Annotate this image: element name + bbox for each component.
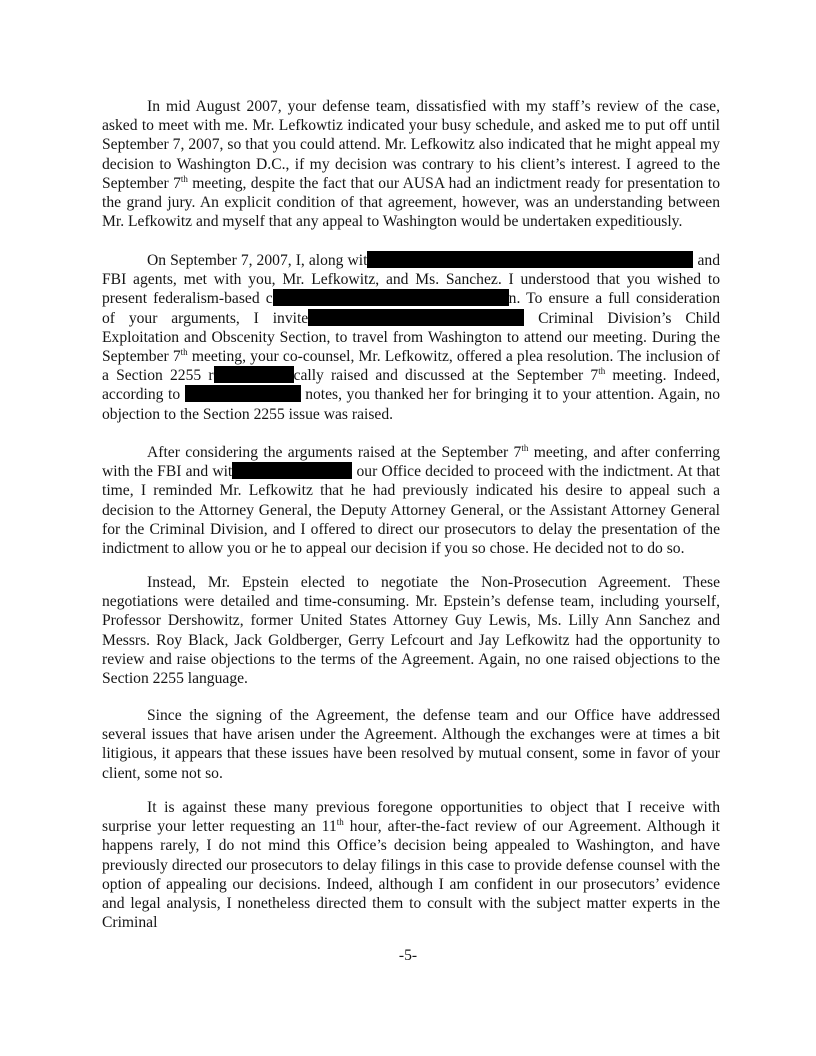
paragraph-september-meeting (102, 251, 720, 424)
text-segment: After considering the arguments raised at the September 7th meeting, and after conferring with the FBI and wit (102, 443, 720, 481)
redaction-block (232, 462, 352, 479)
text-segment: n. To ensure a full consideration of your arguments, I invite (102, 290, 720, 327)
redaction-block (308, 309, 524, 326)
text-segment: our Office decided to proceed with the indictment. At that time, I reminded Mr. Lefkowitz that he had previously indicated his desire to appeal such a decision to the Attorney General, the Deputy Attorney General, or the Assistant Attorney General for the Criminal Division, and I offered to direct our prosecutors to delay the presentation of the indictment to allow you or he to appeal our decision if you so chose. He decided not to do so. (102, 463, 720, 558)
paragraph-negotiations: Instead, Mr. Epstein elected to negotiate the Non-Prosecution Agreement. These negotiations were detailed and time-consuming. Mr. Epstein’s defense team, including yourself, Professor Dershowitz, former United States Attorney Guy Lewis, Ms. Lilly Ann Sanchez and Messrs. Roy Black, Jack Goldberger, Gerry Lefcourt and Jay Lefkowitz had the opportunity to review and raise objections to the terms of the Agreement. Again, no one raised objections to the Section 2255 language. (102, 574, 720, 688)
redaction-block (214, 366, 294, 383)
paragraph-indictment-decision (102, 443, 720, 558)
text-segment: and FBI agents, met with you, Mr. Lefkowitz, and Ms. Sanchez. I understood that you wished to present federalism-based c (102, 252, 720, 308)
redaction-block (273, 289, 509, 306)
text-segment: Criminal Division’s Child Exploitation and Obscenity Section, to travel from Washington to attend our meeting. During the September 7th meeting, your co-counsel, Mr. Lefkowitz, offered a plea resolution. The inclusion of a Section 2255 r (102, 309, 720, 385)
redaction-block (185, 385, 301, 402)
text-segment: cally raised and discussed at the September 7th meeting. Indeed, according to (102, 366, 720, 404)
text-segment: On September 7, 2007, I, along wit (147, 252, 368, 269)
paragraph-meeting-request: In mid August 2007, your defense team, dissatisfied with my staff’s review of the case, asked to meet with me. Mr. Lefkowtiz indicated your busy schedule, and asked me to put off until September 7, 2007, so that you could attend. Mr. Lefkowitz also indicated that he might appeal my decision to Washington D.C., if my decision was contrary to his client’s interest. I agreed to the September 7th meeting, despite the fact that our AUSA had an indictment ready for presentation to the grand jury. An explicit condition of that agreement, however, was an understanding between Mr. Lefkowitz and myself that any appeal to Washington would be undertaken expeditiously. (102, 98, 720, 231)
text-segment: notes, you thanked her for bringing it to your attention. Again, no objection to the Section 2255 issue was raised. (102, 386, 721, 423)
redaction-block (367, 251, 693, 268)
page-number: -5- (398, 947, 418, 964)
paragraph-since-signing: Since the signing of the Agreement, the defense team and our Office have addressed several issues that have arisen under the Agreement. Although the exchanges were at times a bit litigious, it appears that these issues have been resolved by mutual consent, some in favor of your client, some not so. (102, 707, 720, 782)
paragraph-eleventh-hour: It is against these many previous foregone opportunities to object that I receive with surprise your letter requesting an 11th hour, after-the-fact review of our Agreement. Although it happens rarely, I do not mind this Office’s decision being appealed to Washington, and have previously directed our prosecutors to delay filings in this case to provide defense counsel with the option of appealing our decisions. Indeed, although I am confident in our prosecutors’ evidence and legal analysis, I nonetheless directed them to consult with the subject matter experts in the Criminal (102, 799, 721, 932)
